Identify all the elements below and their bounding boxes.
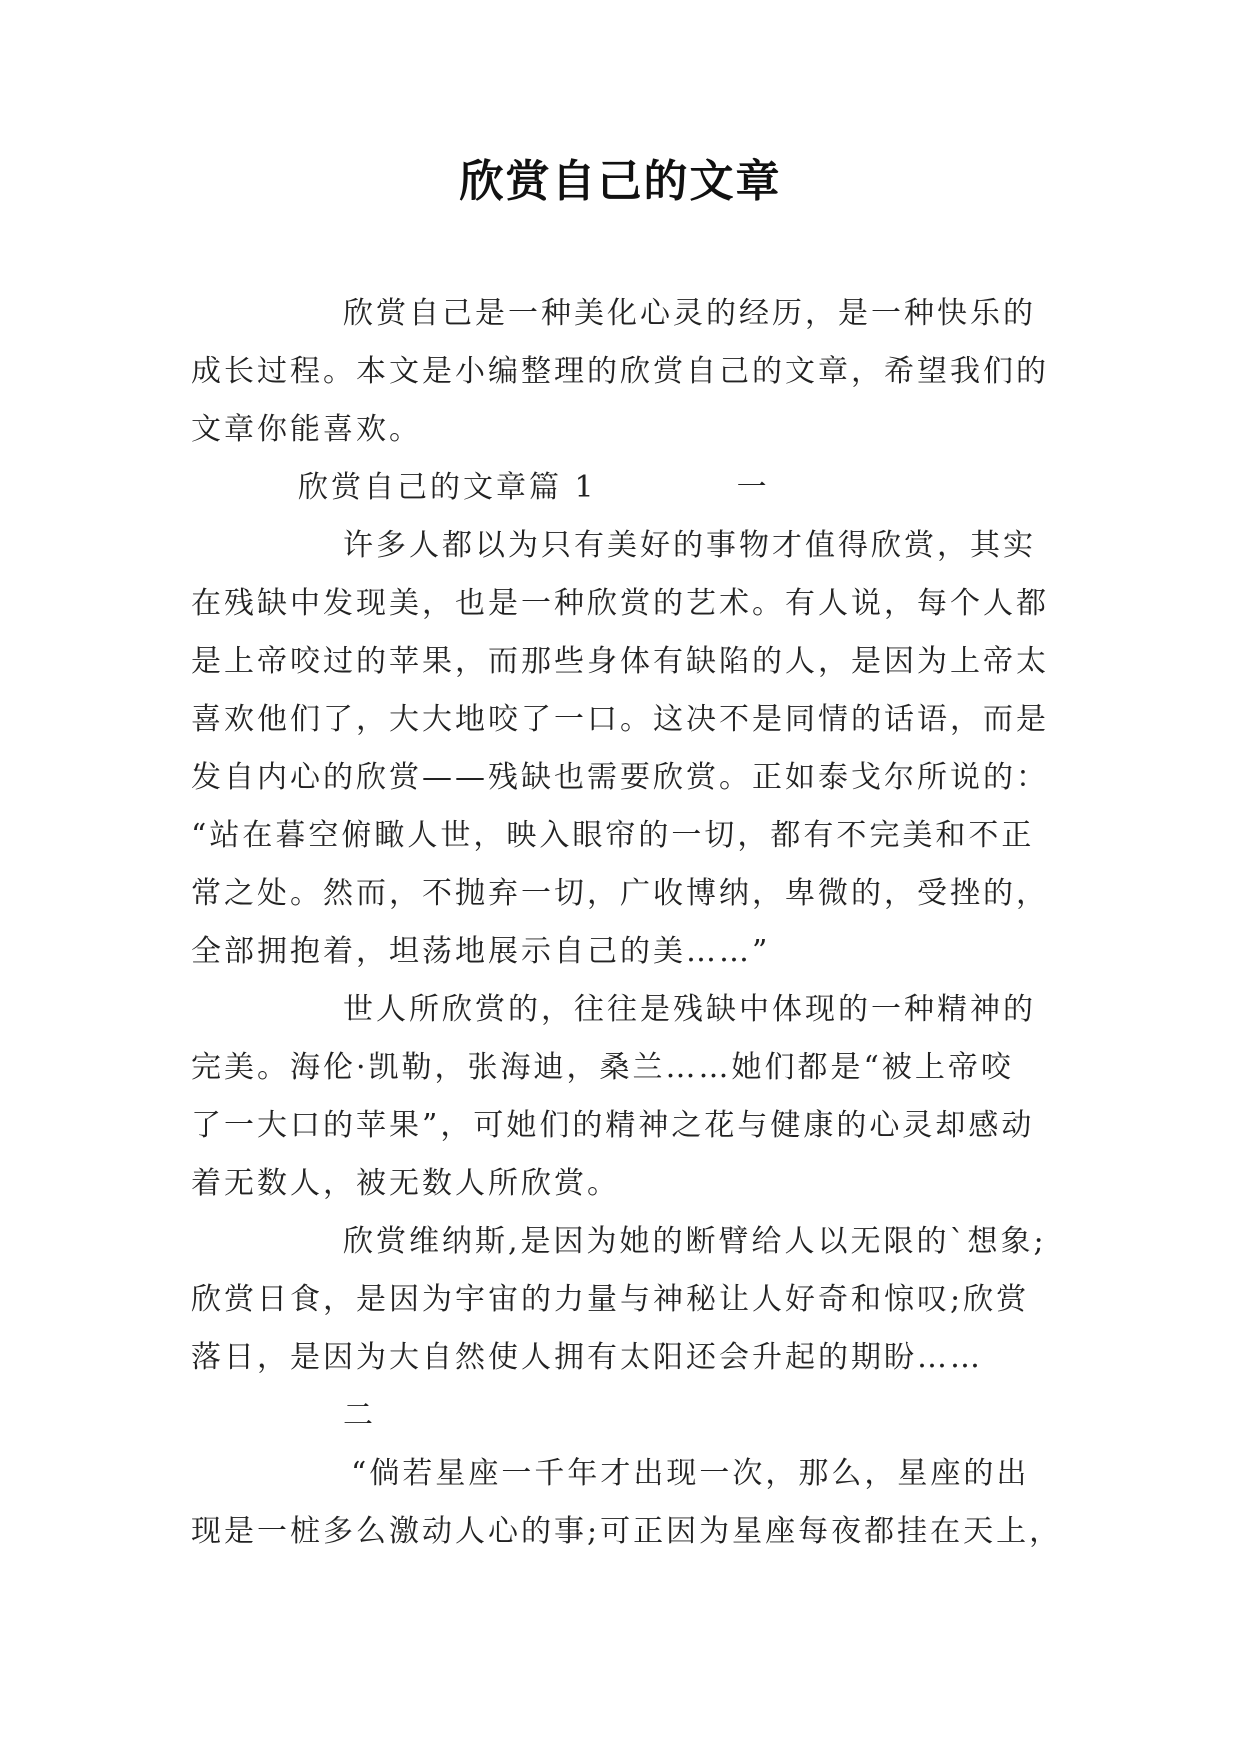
article-body (191, 285, 1071, 1561)
paragraph-line: 着无数人，被无数人所欣赏。 (191, 1166, 620, 1201)
paragraph-line: 喜欢他们了，大大地咬了一口。这决不是同情的话语，而是 (191, 702, 1049, 737)
paragraph-line: 欣赏自己是一种美化心灵的经历，是一种快乐的 (343, 296, 1036, 331)
paragraph-line: 世人所欣赏的，往往是残缺中体现的一种精神的 (343, 992, 1036, 1027)
paragraph-line: 发自内心的欣赏——残缺也需要欣赏。正如泰戈尔所说的： (191, 760, 1049, 795)
paragraph-line: 落日，是因为大自然使人拥有太阳还会升起的期盼…… (191, 1340, 983, 1375)
section-number-mark: 一 (736, 470, 770, 505)
paragraph-line: “倘若星座一千年才出现一次，那么，星座的出 (351, 1456, 1030, 1491)
paragraph-line: 了一大口的苹果”，可她们的精神之花与健康的心灵却感动 (191, 1108, 1035, 1143)
paragraph-line: 文章你能喜欢。 (191, 412, 422, 447)
paragraph-line: 全部拥抱着，坦荡地展示自己的美……” (191, 934, 771, 969)
paragraph-line: 是上帝咬过的苹果，而那些身体有缺陷的人，是因为上帝太 (191, 644, 1049, 679)
section-heading (191, 459, 1071, 517)
paragraph-line: 欣赏日食，是因为宇宙的力量与神秘让人好奇和惊叹;欣赏 (191, 1282, 1030, 1317)
paragraph-line: 许多人都以为只有美好的事物才值得欣赏，其实 (343, 528, 1036, 563)
paragraph-line: “站在暮空俯瞰人世，映入眼帘的一切，都有不完美和不正 (191, 818, 1035, 853)
paragraph-line: 常之处。然而，不抛弃一切，广收博纳，卑微的，受挫的， (191, 876, 1049, 911)
section-number-mark: 二 (343, 1398, 376, 1433)
paragraph-line: 现是一桩多么激动人心的事;可正因为星座每夜都挂在天上， (191, 1514, 1063, 1549)
section-heading-text: 欣赏自己的文章篇 1 (298, 470, 597, 505)
paragraph-line: 欣赏维纳斯,是因为她的断臂给人以无限的`想象; (343, 1224, 1047, 1259)
paragraph-line: 在残缺中发现美，也是一种欣赏的艺术。有人说，每个人都 (191, 586, 1049, 621)
page-title: 欣赏自己的文章 (459, 156, 782, 207)
paragraph-line: 完美。海伦·凯勒，张海迪，桑兰……她们都是“被上帝咬 (191, 1050, 1014, 1085)
paragraph-line: 成长过程。本文是小编整理的欣赏自己的文章，希望我们的 (191, 354, 1049, 389)
